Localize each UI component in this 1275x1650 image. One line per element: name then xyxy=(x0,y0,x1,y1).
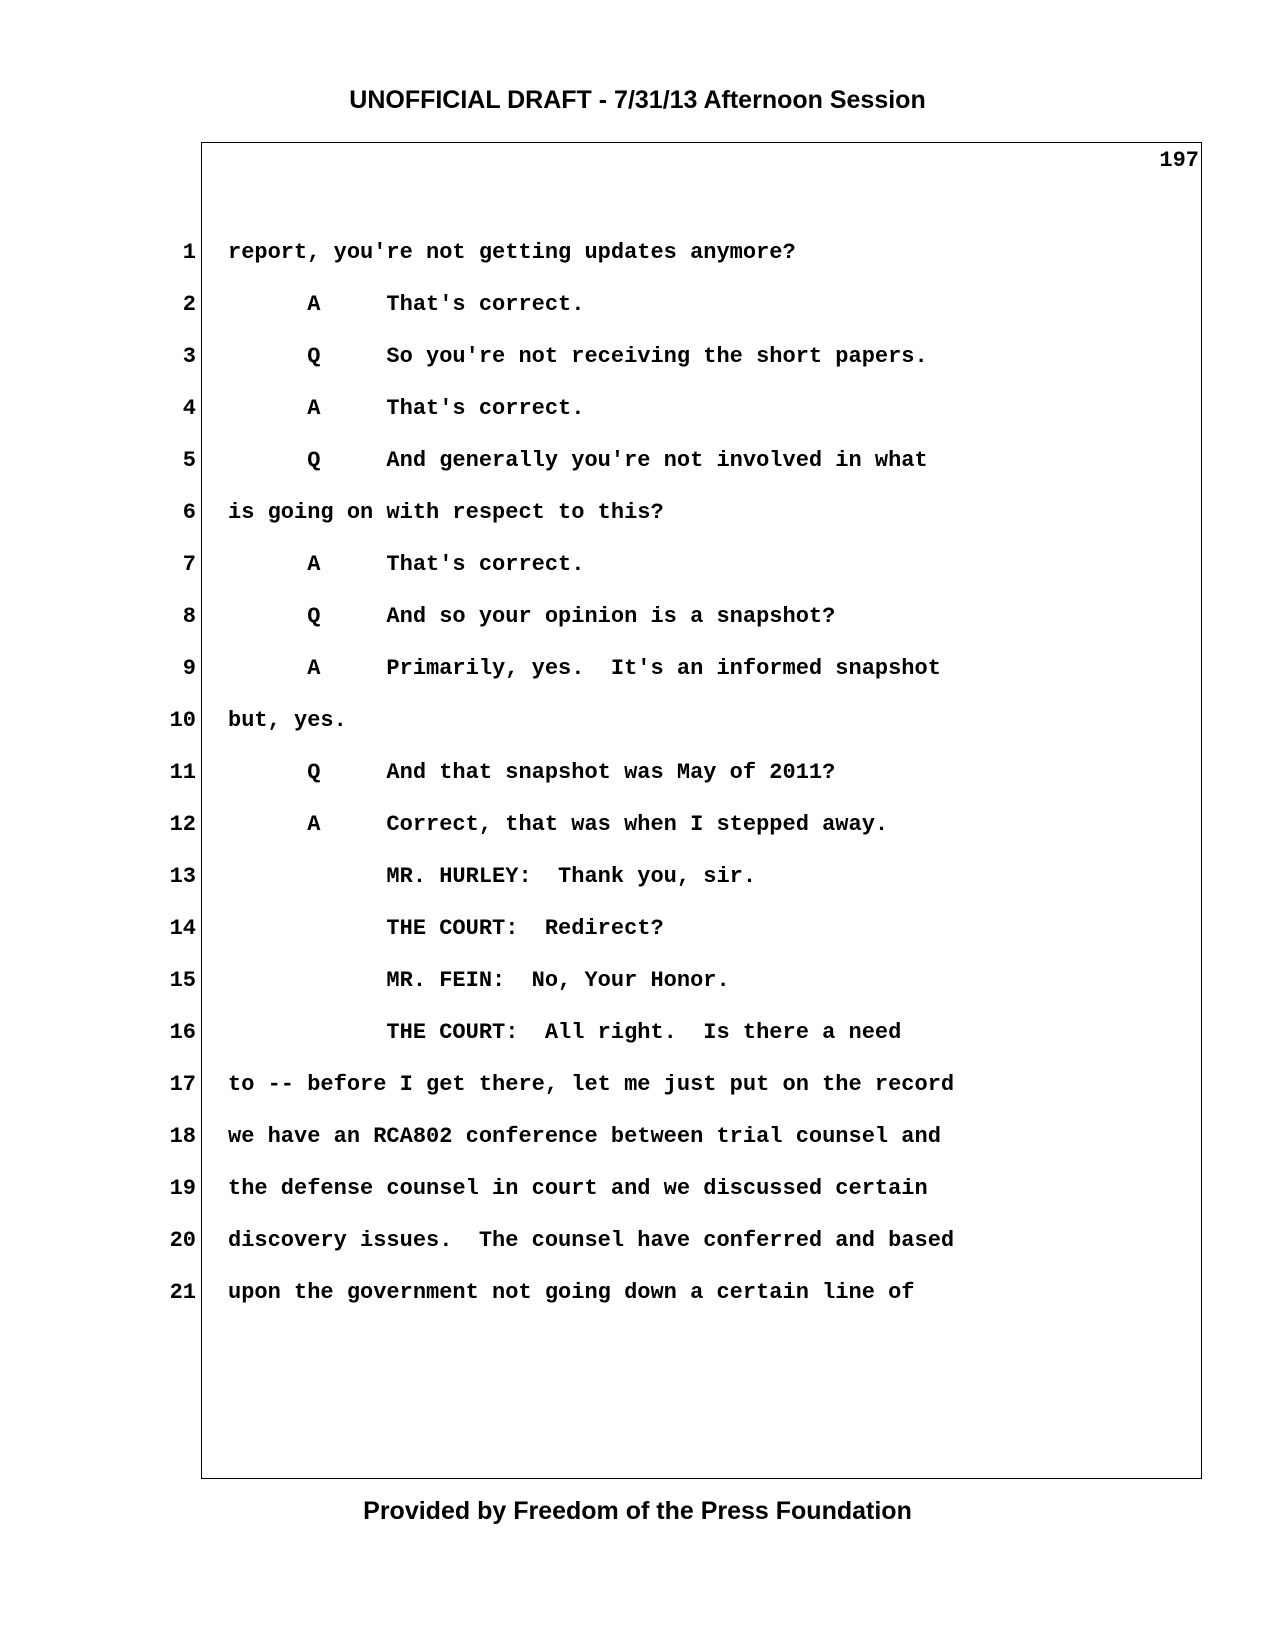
line-number: 21 xyxy=(169,1280,196,1305)
line-number: 20 xyxy=(169,1228,196,1253)
line-text: MR. FEIN: No, Your Honor. xyxy=(228,968,730,993)
transcript-line xyxy=(0,747,1275,799)
transcript-line xyxy=(0,383,1275,435)
transcript-line xyxy=(0,851,1275,903)
line-text: Q So you're not receiving the short papers. xyxy=(228,344,928,369)
line-text: upon the government not going down a certain line of xyxy=(228,1280,915,1305)
line-text: the defense counsel in court and we discussed certain xyxy=(228,1176,928,1201)
transcript-line xyxy=(0,955,1275,1007)
transcript-line xyxy=(0,487,1275,539)
line-number: 7 xyxy=(182,552,196,577)
line-number: 17 xyxy=(169,1072,196,1097)
line-text: A Correct, that was when I stepped away. xyxy=(228,812,889,837)
line-text: Q And generally you're not involved in what xyxy=(228,448,928,473)
line-number: 19 xyxy=(169,1176,196,1201)
transcript-line xyxy=(0,1007,1275,1059)
line-text: A That's correct. xyxy=(228,292,585,317)
line-text: Q And so your opinion is a snapshot? xyxy=(228,604,836,629)
line-number: 1 xyxy=(182,240,196,265)
line-number: 9 xyxy=(182,656,196,681)
line-number: 15 xyxy=(169,968,196,993)
line-number: 12 xyxy=(169,812,196,837)
transcript-line xyxy=(0,1163,1275,1215)
page-number: 197 xyxy=(1159,148,1199,173)
line-number: 4 xyxy=(182,396,196,421)
line-number: 16 xyxy=(169,1020,196,1045)
transcript-line xyxy=(0,1267,1275,1319)
transcript-line xyxy=(0,591,1275,643)
line-number: 8 xyxy=(182,604,196,629)
line-text: THE COURT: All right. Is there a need xyxy=(228,1020,902,1045)
transcript-line xyxy=(0,279,1275,331)
line-number: 13 xyxy=(169,864,196,889)
page-header: UNOFFICIAL DRAFT - 7/31/13 Afternoon Session xyxy=(349,86,926,114)
line-text: report, you're not getting updates anymore? xyxy=(228,240,796,265)
line-text: but, yes. xyxy=(228,708,347,733)
transcript-line xyxy=(0,903,1275,955)
line-text: MR. HURLEY: Thank you, sir. xyxy=(228,864,757,889)
line-text: is going on with respect to this? xyxy=(228,500,664,525)
line-text: THE COURT: Redirect? xyxy=(228,916,664,941)
transcript-line xyxy=(0,1059,1275,1111)
line-number: 10 xyxy=(169,708,196,733)
page-footer: Provided by Freedom of the Press Foundation xyxy=(363,1497,912,1525)
transcript-line xyxy=(0,1111,1275,1163)
transcript-line xyxy=(0,643,1275,695)
line-text: we have an RCA802 conference between trial counsel and xyxy=(228,1124,941,1149)
line-text: A That's correct. xyxy=(228,396,585,421)
line-number: 6 xyxy=(182,500,196,525)
transcript-line xyxy=(0,227,1275,279)
transcript-line xyxy=(0,1215,1275,1267)
line-number: 3 xyxy=(182,344,196,369)
line-text: A That's correct. xyxy=(228,552,585,577)
line-number: 5 xyxy=(182,448,196,473)
line-text: A Primarily, yes. It's an informed snapshot xyxy=(228,656,941,681)
transcript-body xyxy=(0,227,1275,1319)
line-text: to -- before I get there, let me just put on the record xyxy=(228,1072,955,1097)
line-number: 2 xyxy=(182,292,196,317)
line-text: Q And that snapshot was May of 2011? xyxy=(228,760,836,785)
transcript-line xyxy=(0,331,1275,383)
line-number: 18 xyxy=(169,1124,196,1149)
transcript-line xyxy=(0,799,1275,851)
transcript-line xyxy=(0,539,1275,591)
line-text: discovery issues. The counsel have conferred and based xyxy=(228,1228,955,1253)
line-number: 11 xyxy=(169,760,196,785)
transcript-line xyxy=(0,435,1275,487)
transcript-line xyxy=(0,695,1275,747)
line-number: 14 xyxy=(169,916,196,941)
